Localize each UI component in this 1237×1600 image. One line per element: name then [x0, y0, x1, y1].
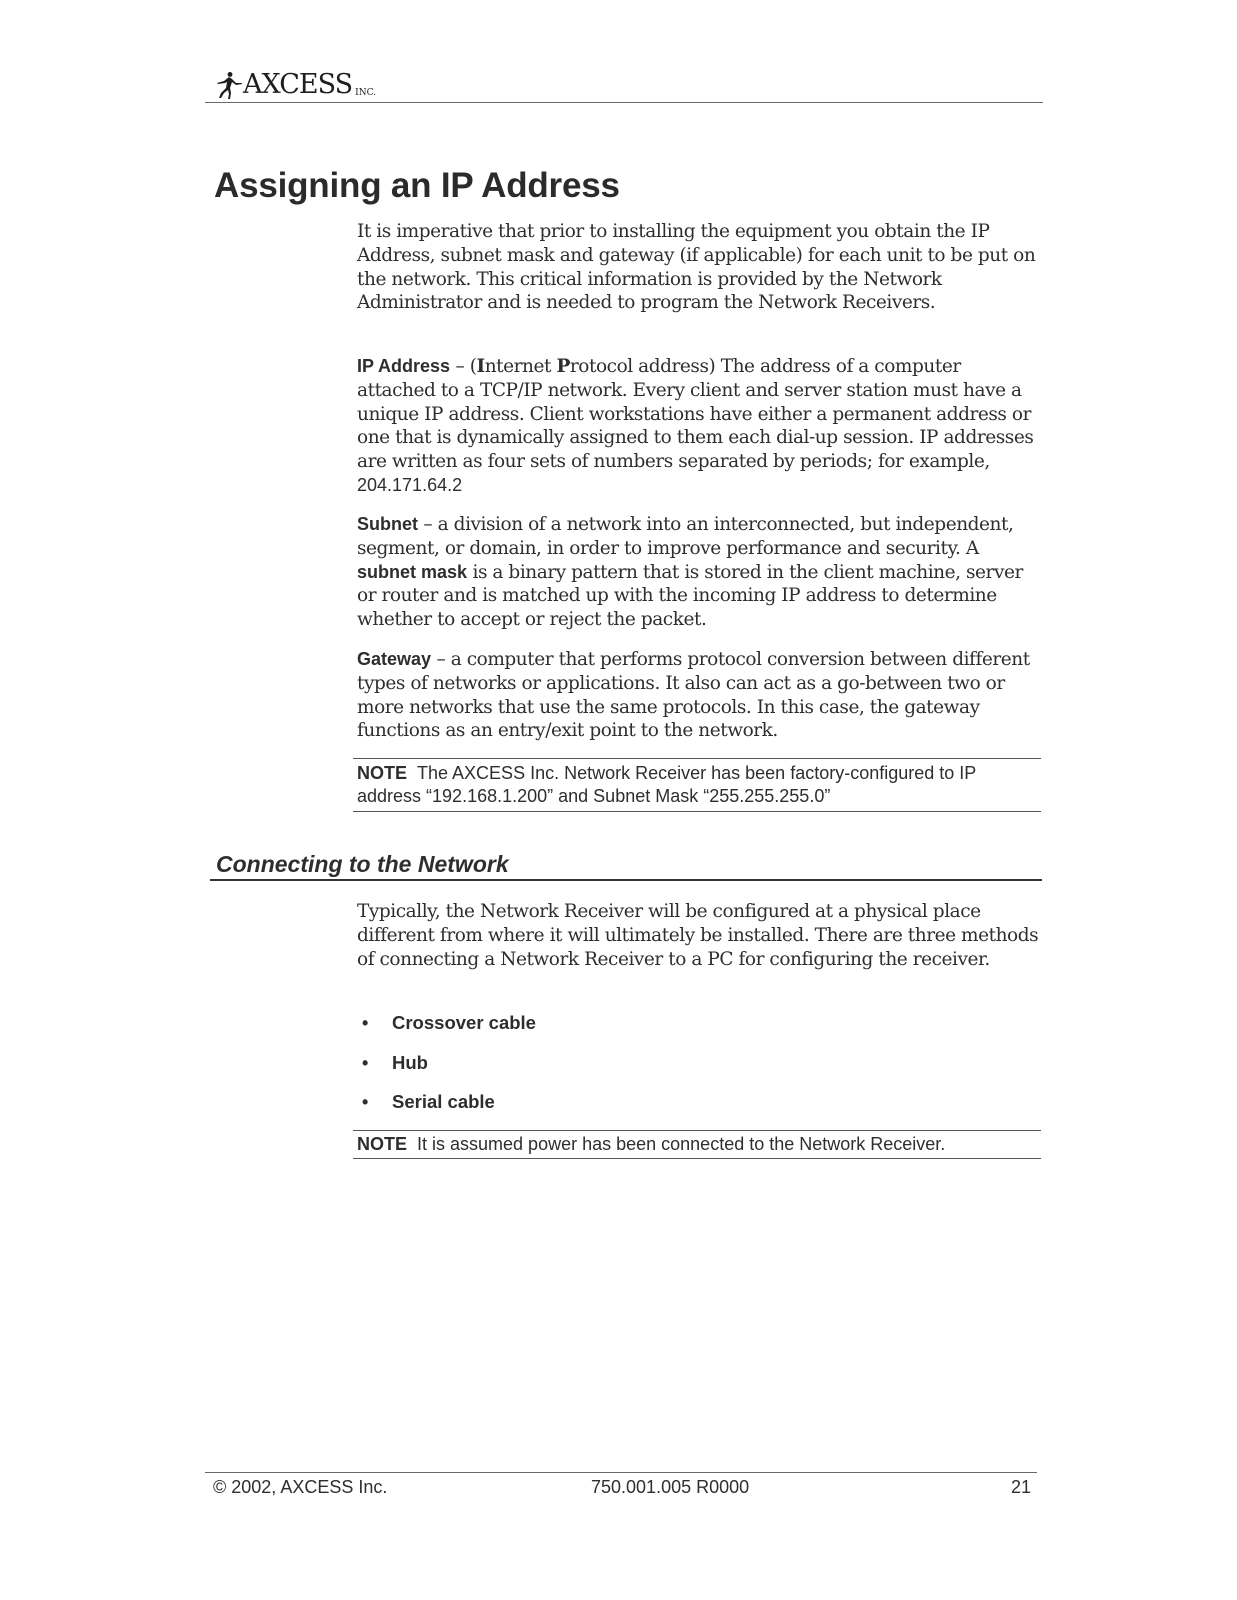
ip-nternet: nternet — [484, 356, 557, 377]
note-power — [353, 1130, 1041, 1159]
section-heading: Connecting to the Network — [210, 850, 1042, 881]
list-item — [362, 1050, 536, 1090]
gateway-definition: – a computer that performs protocol conversion between different types of networks or applications. It also can act as a go-between two or more networks that use the same protocols. In this case, the gateway functions as an entry/exit point to the network. — [357, 649, 1030, 742]
axcess-logo — [215, 70, 376, 100]
ip-address-paragraph — [357, 355, 1041, 498]
document-number: 750.001.005 R0000 — [591, 1477, 750, 1497]
bullet-icon: • — [362, 1052, 369, 1073]
bullet-icon: • — [362, 1013, 369, 1033]
note-factory-config — [353, 758, 1041, 812]
connection-methods-list — [362, 1010, 536, 1129]
page-footer — [205, 1472, 1037, 1503]
logo-suffix: INC. — [355, 88, 376, 98]
note-label: NOTE — [357, 1134, 408, 1154]
subnet-term: Subnet — [357, 514, 418, 534]
page-title: Assigning an IP Address — [214, 166, 620, 205]
connecting-paragraph: Typically, the Network Receiver will be configured at a physical place different from where it will ultimately be installed. There are three methods of connecting a Network Receiver to a PC for configuring the receiver. — [357, 901, 1039, 970]
note-text: The AXCESS Inc. Network Receiver has been factory-configured to IP address “192.168.1.200” and Subnet Mask “255.255.255.0” — [357, 763, 976, 806]
list-item — [362, 1089, 536, 1129]
ip-definition: rotocol address) The address of a computer attached to a TCP/IP network. Every client and server station must have a unique IP address. Client workstations have either a permanent address or one that is dynamically assigned to them each dial-up session. IP addresses are written as four sets of numbers separated by periods; for example, — [357, 356, 1034, 473]
copyright: © 2002, AXCESS Inc. — [213, 1477, 388, 1497]
note-label: NOTE — [357, 763, 408, 783]
list-item-label: Serial cable — [392, 1091, 495, 1112]
list-item — [362, 1010, 536, 1050]
note-text: It is assumed power has been connected to the Network Receiver. — [417, 1134, 946, 1154]
bullet-icon: • — [362, 1092, 369, 1112]
subnet-definition-2: is a binary pattern that is stored in the client machine, server or router and is matched up with the incoming IP address to determine whether to accept or reject the packet. — [357, 561, 1023, 631]
ip-address-term: IP Address — [357, 356, 451, 376]
list-item-label: Crossover cable — [392, 1012, 536, 1033]
subnet-mask-term: subnet mask — [357, 561, 468, 582]
ip-dash: – ( — [450, 356, 477, 377]
ip-example: 204.171.64.2 — [357, 474, 463, 495]
logo-wordmark: AXCESS — [243, 69, 353, 100]
runner-icon — [215, 70, 243, 100]
gateway-paragraph — [357, 648, 1041, 743]
ip-letter-p: P — [556, 356, 570, 377]
page-header — [205, 66, 1043, 103]
ip-letter-i: I — [476, 356, 485, 377]
list-item-label: Hub — [392, 1051, 428, 1073]
subnet-definition-1: – a division of a network into an interconnected, but independent, segment, or domain, in order to improve performance and security. A — [357, 514, 1014, 559]
page-number: 21 — [1010, 1477, 1031, 1497]
subnet-paragraph — [357, 513, 1041, 632]
gateway-term: Gateway — [357, 649, 432, 669]
intro-paragraph: It is imperative that prior to installing the equipment you obtain the IP Address, subnet mask and gateway (if applicable) for each unit to be put on the network. This critical information is provided by the Network Administrator and is needed to program the Network Receivers. — [357, 221, 1036, 314]
